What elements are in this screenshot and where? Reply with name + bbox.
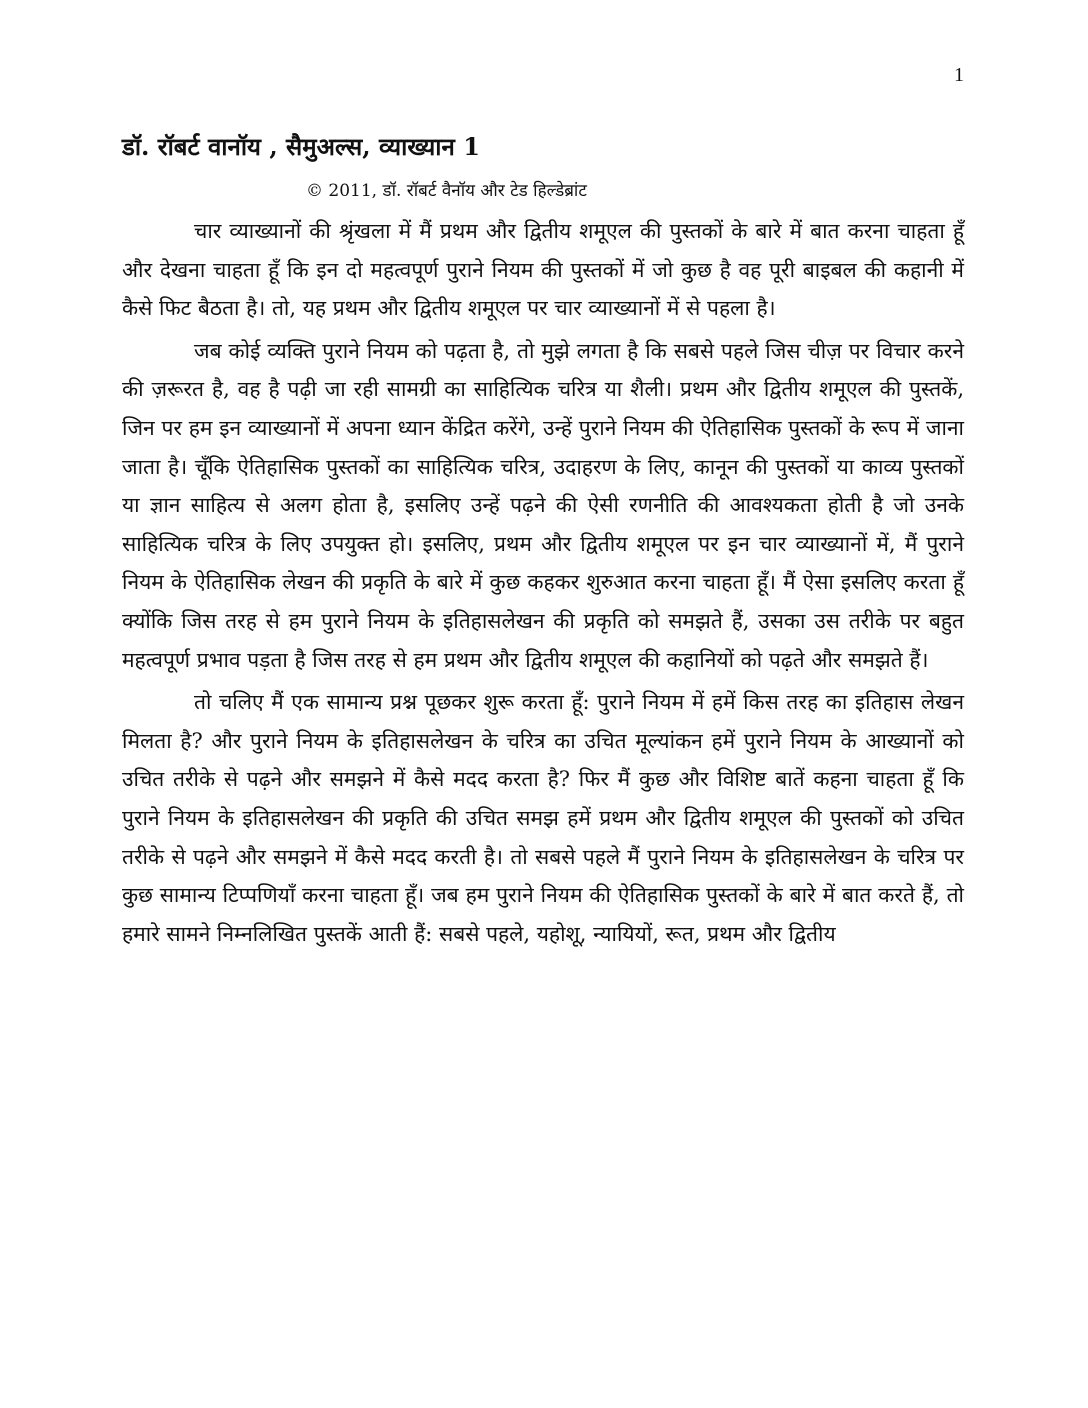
paragraph-3: तो चलिए मैं एक सामान्य प्रश्न पूछकर शुरू करता हूँ: पुराने नियम में हमें किस तरह का इतिहास लेखन मिलता है? और पुराने नियम के इतिहासलेखन के चरित्र का उचित मूल्यांकन हमें पुराने नियम के आख्यानों को उचित तरीके से पढ़ने और समझने में कैसे मदद करता है? फिर मैं कुछ और विशिष्ट बातें कहना चाहता हूँ कि पुराने नियम के इतिहासलेखन की प्रकृति की उचित समझ हमें प्रथम और द्वितीय शमूएल की पुस्तकों को उचित तरीके से पढ़ने और समझने में कैसे मदद करती है। तो सबसे पहले मैं पुराने नियम के इतिहासलेखन के चरित्र पर कुछ सामान्य टिप्पणियाँ करना चाहता हूँ। जब हम पुराने नियम की ऐतिहासिक पुस्तकों के बारे में बात करते हैं, तो हमारे सामने निम्नलिखित पुस्तकें आती हैं: सबसे पहले, यहोशू, न्यायियों, रूत, प्रथम और द्वितीय [122,690,964,946]
paragraph-1: चार व्याख्यानों की श्रृंखला में मैं प्रथम और द्वितीय शमूएल की पुस्तकों के बारे में बात करना चाहता हूँ और देखना चाहता हूँ कि इन दो महत्वपूर्ण पुराने नियम की पुस्तकों में जो कुछ है वह पूरी बाइबल की कहानी में कैसे फिट बैठता है। तो, यह प्रथम और द्वितीय शमूएल पर चार व्याख्यानों में से पहला है। [122,219,964,321]
copyright-line: © 2011, डॉ. रॉबर्ट वैनॉय और टेड हिल्डेब्रांट [306,181,587,201]
body-text [122,212,964,957]
page-title: डॉ. रॉबर्ट वानॉय , सैमुअल्स, व्याख्यान 1 [122,132,480,161]
page-number: 1 [954,64,964,86]
paragraph-2: जब कोई व्यक्ति पुराने नियम को पढ़ता है, तो मुझे लगता है कि सबसे पहले जिस चीज़ पर विचार करने की ज़रूरत है, वह है पढ़ी जा रही सामग्री का साहित्यिक चरित्र या शैली। प्रथम और द्वितीय शमूएल की पुस्तकें, जिन पर हम इन व्याख्यानों में अपना ध्यान केंद्रित करेंगे, उन्हें पुराने नियम की ऐतिहासिक पुस्तकों के रूप में जाना जाता है। चूँकि ऐतिहासिक पुस्तकों का साहित्यिक चरित्र, उदाहरण के लिए, कानून की पुस्तकों या काव्य पुस्तकों या ज्ञान साहित्य से अलग होता है, इसलिए उन्हें पढ़ने की ऐसी रणनीति की आवश्यकता होती है जो उनके साहित्यिक चरित्र के लिए उपयुक्त हो। इसलिए, प्रथम और द्वितीय शमूएल पर इन चार व्याख्यानों में, मैं पुराने नियम के ऐतिहासिक लेखन की प्रकृति के बारे में कुछ कहकर शुरुआत करना चाहता हूँ। मैं ऐसा इसलिए करता हूँ क्योंकि जिस तरह से हम पुराने नियम के इतिहासलेखन की प्रकृति को समझते हैं, उसका उस तरीके पर बहुत महत्वपूर्ण प्रभाव पड़ता है जिस तरह से हम प्रथम और द्वितीय शमूएल की कहानियों को पढ़ते और समझते हैं। [122,338,964,672]
